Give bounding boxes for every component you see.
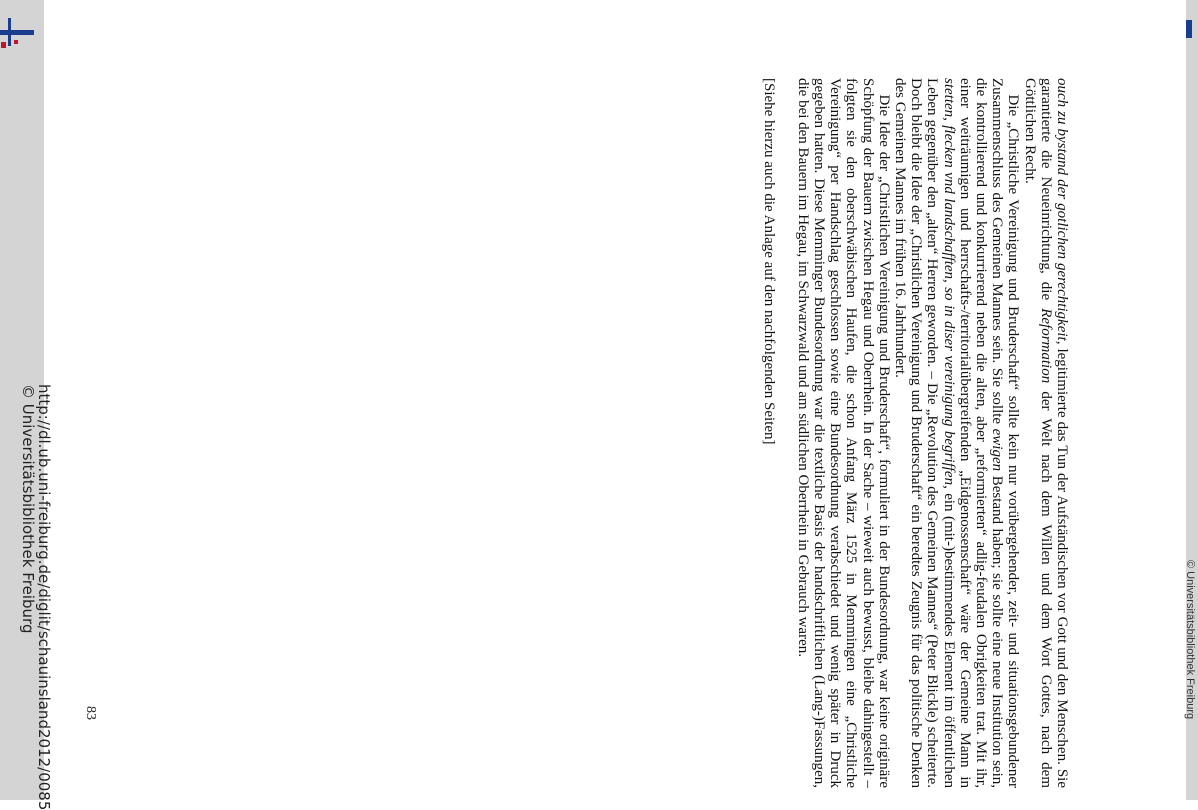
paragraph-1: [1021, 78, 1070, 788]
right-logo-icon: [1186, 20, 1192, 38]
paragraph-1-italic-2: Reformation: [1037, 308, 1054, 384]
page-number: 83: [83, 706, 98, 720]
library-logo-bar: [0, 30, 34, 35]
watermark-copyright: © Universitätsbibliothek Freiburg: [19, 384, 37, 634]
paragraph-2-text-2: Bestand haben; sie sollte eine neue Institution sein, die kontrollierend und konkurrierend neben die alten, aber „reformierten“ adlig-feudalen Obrigkeiten trat. Mit ihr, einer weiträumigen und herrschafts-/territorialübergreifenden „Eidgenossenschaft“ wäre der Gemeine Mann in: [956, 78, 1006, 788]
paragraph-1-italic-1: ouch zu bystand der gotlichen gerechtigkeit,: [1054, 78, 1070, 345]
right-sidebar-strip: [1186, 0, 1198, 800]
paragraph-2-italic-2: stetten, flecken vnd landschafften, so in diser vereinigung begriffen,: [940, 78, 957, 489]
paragraph-3: Die Idee der „Christlichen Vereinigung und Bruderschaft“, formuliert in der Bundesordnung, war keine originäre Schöpfung der Bauern zwischen Hegau und Oberrhein. In der Sache – wieweit auch bewusst, bleibe dahingestellt – folgten sie den oberschwäbischen Haufen, die schon Anfang März 1525 in Memmingen eine „Christliche Vereinigung“ per Handschlag geschlossen sowie eine Bundesordnung verabschiedet und wenig später in Druck gegeben hatten. Diese Memminger Bundesordnung war die textliche Basis der handschriftlichen (Lang-)Fassungen, die bei den Bauern im Hegau, im Schwarzwald und am südlichen Oberrhein in Gebrauch waren.: [794, 78, 892, 788]
right-copyright: © Universitätsbibliothek Freiburg: [1184, 560, 1196, 720]
paragraph-1-text-1: legitimierte das Tun der Aufständischen vor Gott und den Menschen. Sie garantierte die Neueinrichtung, die: [1037, 78, 1070, 788]
page-body: [760, 78, 1070, 788]
library-logo-accent: [1, 42, 6, 48]
watermark-url: http://dl.ub.uni-freiburg.de/diglit/schauinsland2012/0085: [35, 384, 53, 810]
paragraph-2: [892, 78, 1022, 788]
paragraph-2-italic-1: ewigen: [989, 428, 1006, 472]
paragraph-2-text-1: Die „Christliche Vereinigung und Bruderschaft“ sollte kein nur vorübergehender, zeit- und situationsgebundener Zusammenschluss des Gemeinen Mannes sein. Sie sollte: [989, 78, 1022, 788]
watermark: [19, 384, 53, 810]
library-logo-accent-small: [14, 40, 18, 44]
paragraph-1-text-2: der Welt nach dem Willen und dem Wort Gottes, nach dem Göttlichen Recht.: [1021, 78, 1054, 788]
editorial-note: [Siehe hierzu auch die Anlage auf den nachfolgenden Seiten]: [760, 78, 777, 445]
paragraph-2-text-3: ein (mit-)bestimmendes Element im öffentlichen Leben gegenüber den „alten“ Herren geworden. – Die „Revolution des Gemeinen Mannes“ (Peter Blickle) scheiterte. Doch bleibt die Idee der „Christlichen Vereinigung und Bruderschaft“ ein beredtes Zeugnis für das politische Denken des Gemeinen Mannes im frühen 16. Jahrhundert.: [891, 78, 957, 788]
